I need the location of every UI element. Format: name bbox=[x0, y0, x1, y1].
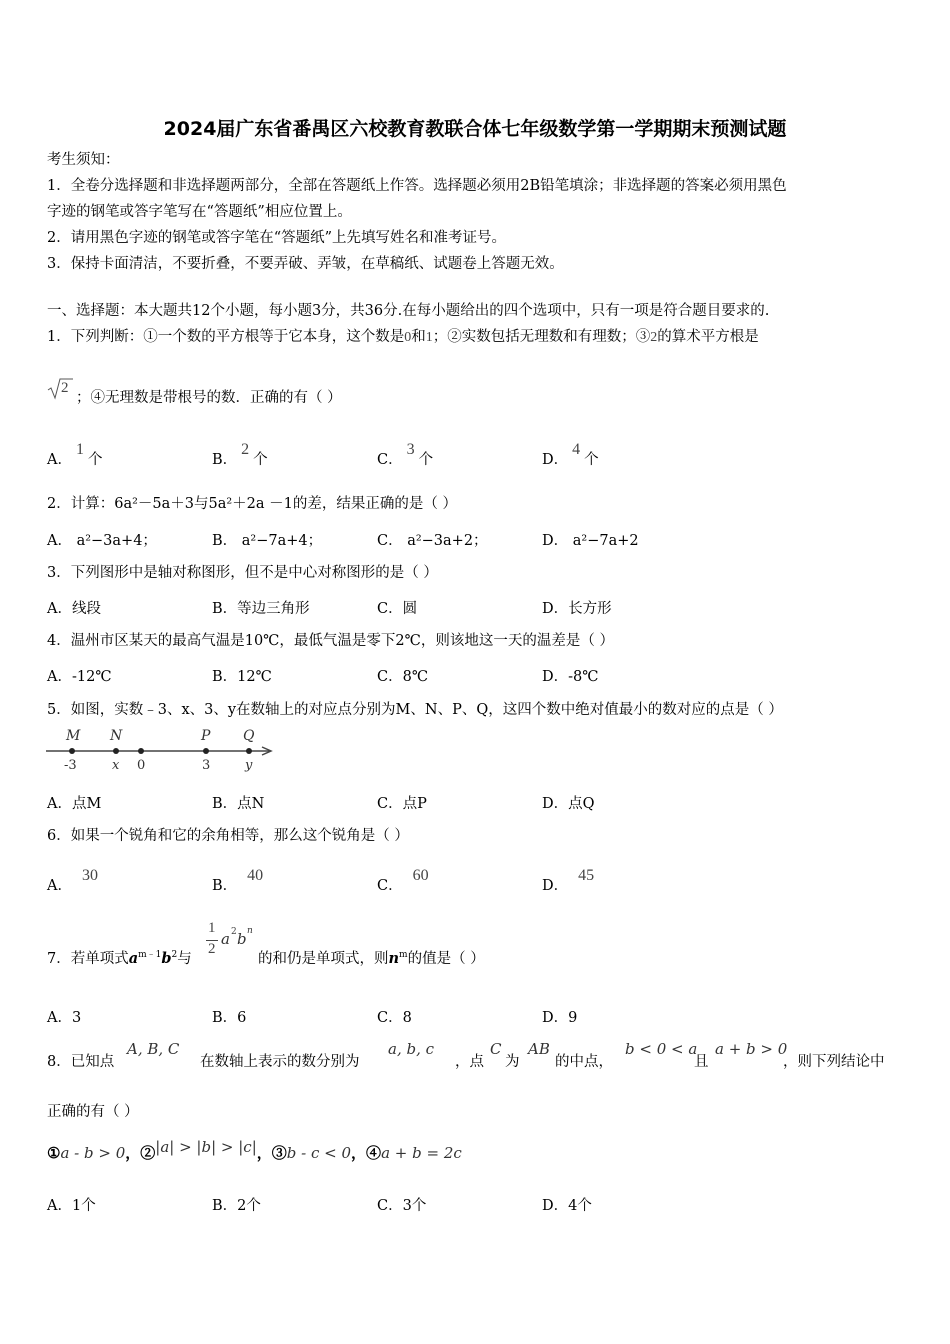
notice-item: 1．全卷分选择题和非选择题两部分，全部在答题纸上作答。选择题必须用2B铅笔填涂；非选择题的答案必须用黑色 bbox=[47, 178, 787, 194]
q7-mono2: a bbox=[221, 930, 230, 948]
q1-and: 和 bbox=[411, 329, 426, 345]
q1-option-c[interactable]: C．3个 bbox=[377, 441, 434, 468]
conclusion-4-mark: ，④ bbox=[351, 1144, 382, 1162]
sqrt-radicand: 2 bbox=[61, 380, 69, 396]
q8-condition-1: b < 0 < a bbox=[625, 1040, 698, 1058]
q8-values: a, b, c bbox=[388, 1040, 435, 1058]
axis-tick-x: x bbox=[112, 758, 120, 773]
q4-option-d[interactable]: D．-8℃ bbox=[542, 669, 599, 685]
page-title: 2024届广东省番禺区六校教育教联合体七年级数学第一学期期末预测试题 bbox=[163, 118, 787, 140]
q8-text-5: 的中点， bbox=[555, 1054, 613, 1070]
q7-mono2-exp: 2 bbox=[231, 927, 237, 937]
q1-text-a: 1．下列判断：①一个数的平方根等于它本身，这个数是 bbox=[47, 329, 405, 345]
q8-points: A, B, C bbox=[127, 1040, 180, 1058]
q8-text-1: 8．已知点 bbox=[47, 1054, 115, 1070]
axis-label-M: M bbox=[66, 728, 81, 744]
notice-item: 字迹的钢笔或答字笔写在“答题纸”相应位置上。 bbox=[47, 204, 352, 220]
q8-conclusions bbox=[47, 1138, 462, 1163]
q7-fraction-monomial bbox=[205, 920, 257, 968]
q4-option-b[interactable]: B．12℃ bbox=[212, 669, 272, 685]
q3-option-d[interactable]: D．长方形 bbox=[542, 601, 612, 617]
notice-item: 2．请用黑色字迹的钢笔或答字笔在“答题纸”上先填写姓名和准考证号。 bbox=[47, 230, 507, 246]
q2-option-b[interactable]: B． a²−7a+4； bbox=[212, 533, 323, 549]
q7-option-c[interactable]: C．8 bbox=[377, 1010, 412, 1026]
axis-tick-3: 3 bbox=[202, 758, 211, 773]
conclusion-3-mark: ，③ bbox=[256, 1144, 287, 1162]
q7-mono1-exp: m﹣1 bbox=[138, 950, 162, 960]
q1-option-d[interactable]: D．4个 bbox=[542, 441, 599, 468]
q8-point-c: C bbox=[490, 1040, 502, 1058]
q3-option-b[interactable]: B．等边三角形 bbox=[212, 601, 310, 617]
axis-tick-0: 0 bbox=[137, 758, 146, 773]
q7-option-d[interactable]: D．9 bbox=[542, 1010, 578, 1026]
q8-text-7: ，则下列结论中 bbox=[783, 1054, 885, 1070]
question-1-stem bbox=[47, 327, 759, 348]
q7-frac-num: 1 bbox=[208, 920, 216, 936]
conclusion-1: a - b > 0 bbox=[60, 1144, 126, 1162]
axis-label-P: P bbox=[201, 728, 211, 744]
q8-text-6: 且 bbox=[694, 1054, 709, 1070]
question-8-stem-2: 正确的有（ ） bbox=[47, 1104, 139, 1120]
q8-text-2: 在数轴上表示的数分别为 bbox=[200, 1054, 360, 1070]
q8-option-d[interactable]: D．4个 bbox=[542, 1198, 592, 1214]
q6-option-d[interactable]: D．45 bbox=[542, 867, 595, 894]
q4-option-a[interactable]: A．-12℃ bbox=[47, 669, 112, 685]
q7-text-2: 的和仍是单项式，则 bbox=[258, 950, 389, 967]
q6-option-c[interactable]: C．60 bbox=[377, 867, 429, 894]
q7-n: n bbox=[388, 949, 400, 967]
conclusion-2-mark: ，② bbox=[125, 1144, 156, 1162]
q5-option-b[interactable]: B．点N bbox=[212, 796, 265, 812]
q7-option-a[interactable]: A．3 bbox=[47, 1010, 82, 1026]
q4-option-c[interactable]: C．8℃ bbox=[377, 669, 429, 685]
q7-mono2-b: b bbox=[237, 930, 247, 948]
question-3-stem: 3．下列图形中是轴对称图形，但不是中心对称图形的是（ ） bbox=[47, 565, 438, 581]
q6-option-a[interactable]: A．30 bbox=[47, 867, 98, 894]
q7-frac-den: 2 bbox=[208, 941, 216, 957]
q3-option-a[interactable]: A．线段 bbox=[47, 601, 101, 617]
notice-heading: 考生须知： bbox=[47, 152, 120, 168]
conclusion-3: b - c < 0 bbox=[286, 1144, 352, 1162]
q7-option-b[interactable]: B．6 bbox=[212, 1010, 247, 1026]
q2-option-c[interactable]: C． a²−3a+2； bbox=[377, 533, 488, 549]
q8-option-b[interactable]: B．2个 bbox=[212, 1198, 261, 1214]
notice-item: 3．保持卡面清洁，不要折叠，不要弄破、弄皱，在草稿纸、试题卷上答题无效。 bbox=[47, 256, 564, 272]
q1-text-b: ；②实数包括无理数和有理数；③ bbox=[432, 329, 651, 345]
q8-condition-2: a + b > 0 bbox=[715, 1040, 788, 1058]
q1-num-0: 0 bbox=[404, 330, 412, 345]
q7-mono1: a bbox=[128, 949, 139, 967]
conclusion-4: a + b = 2c bbox=[381, 1144, 462, 1162]
q2-option-a[interactable]: A． a²−3a+4； bbox=[47, 533, 157, 549]
q6-option-b[interactable]: B．40 bbox=[212, 867, 264, 894]
q8-option-c[interactable]: C．3个 bbox=[377, 1198, 427, 1214]
radical-sign-icon bbox=[47, 377, 73, 401]
axis-tick-neg3: -3 bbox=[64, 758, 77, 773]
q5-option-d[interactable]: D．点Q bbox=[542, 796, 595, 812]
q1-option-b[interactable]: B．2个 bbox=[212, 441, 268, 468]
axis-label-Q: Q bbox=[243, 728, 255, 744]
axis-label-N: N bbox=[110, 728, 123, 744]
q7-n-exp: m bbox=[399, 950, 408, 960]
conclusion-2: |a| > |b| > |c| bbox=[155, 1138, 257, 1156]
q8-segment-ab: AB bbox=[528, 1040, 550, 1058]
question-1-stem-2: ；④无理数是带根号的数．正确的有（ ） bbox=[76, 390, 342, 406]
question-4-stem: 4．温州市区某天的最高气温是10℃，最低气温是零下2℃，则该地这一天的温差是（ ） bbox=[47, 633, 614, 649]
q1-num-1: 1 bbox=[425, 330, 433, 345]
q1-option-a[interactable]: A．1个 bbox=[47, 441, 103, 468]
q1-num-2: 2 bbox=[650, 330, 658, 345]
question-6-stem: 6．如果一个锐角和它的余角相等，那么这个锐角是（ ） bbox=[47, 828, 409, 844]
question-7-stem bbox=[47, 945, 192, 969]
section-heading: 一、选择题：本大题共12个小题，每小题3分，共36分.在每小题给出的四个选项中，只有一项是符合题目要求的. bbox=[47, 303, 770, 319]
q7-with: 与 bbox=[177, 950, 192, 967]
question-5-stem: 5．如图，实数﹣3、x、3、y在数轴上的对应点分别为M、N、P、Q，这四个数中绝对值最小的数对应的点是（ ） bbox=[47, 702, 783, 718]
q7-mono2-bexp: n bbox=[247, 926, 253, 936]
q7-text-3: 的值是（ ） bbox=[407, 950, 485, 967]
q7-mono1-bexp: 2 bbox=[171, 950, 178, 960]
q7-mono1-b: b bbox=[161, 949, 172, 967]
q5-option-c[interactable]: C．点P bbox=[377, 796, 427, 812]
question-2-stem: 2．计算：6a²－5a＋3与5a²＋2a －1的差，结果正确的是（ ） bbox=[47, 496, 457, 512]
q8-option-a[interactable]: A．1个 bbox=[47, 1198, 96, 1214]
q5-option-a[interactable]: A．点M bbox=[47, 796, 102, 812]
q3-option-c[interactable]: C．圆 bbox=[377, 601, 418, 617]
conclusion-1-mark: ① bbox=[47, 1144, 61, 1162]
question-7-stem-2 bbox=[258, 945, 485, 969]
q8-text-3: ，点 bbox=[455, 1054, 484, 1070]
q1-text-c: 的算术平方根是 bbox=[657, 329, 759, 345]
q2-option-d[interactable]: D． a²−7a+2 bbox=[542, 533, 639, 549]
number-line-figure bbox=[44, 727, 284, 777]
axis-tick-y: y bbox=[245, 758, 253, 773]
q8-text-4: 为 bbox=[505, 1054, 520, 1070]
q7-text-1: 7．若单项式 bbox=[47, 950, 129, 967]
